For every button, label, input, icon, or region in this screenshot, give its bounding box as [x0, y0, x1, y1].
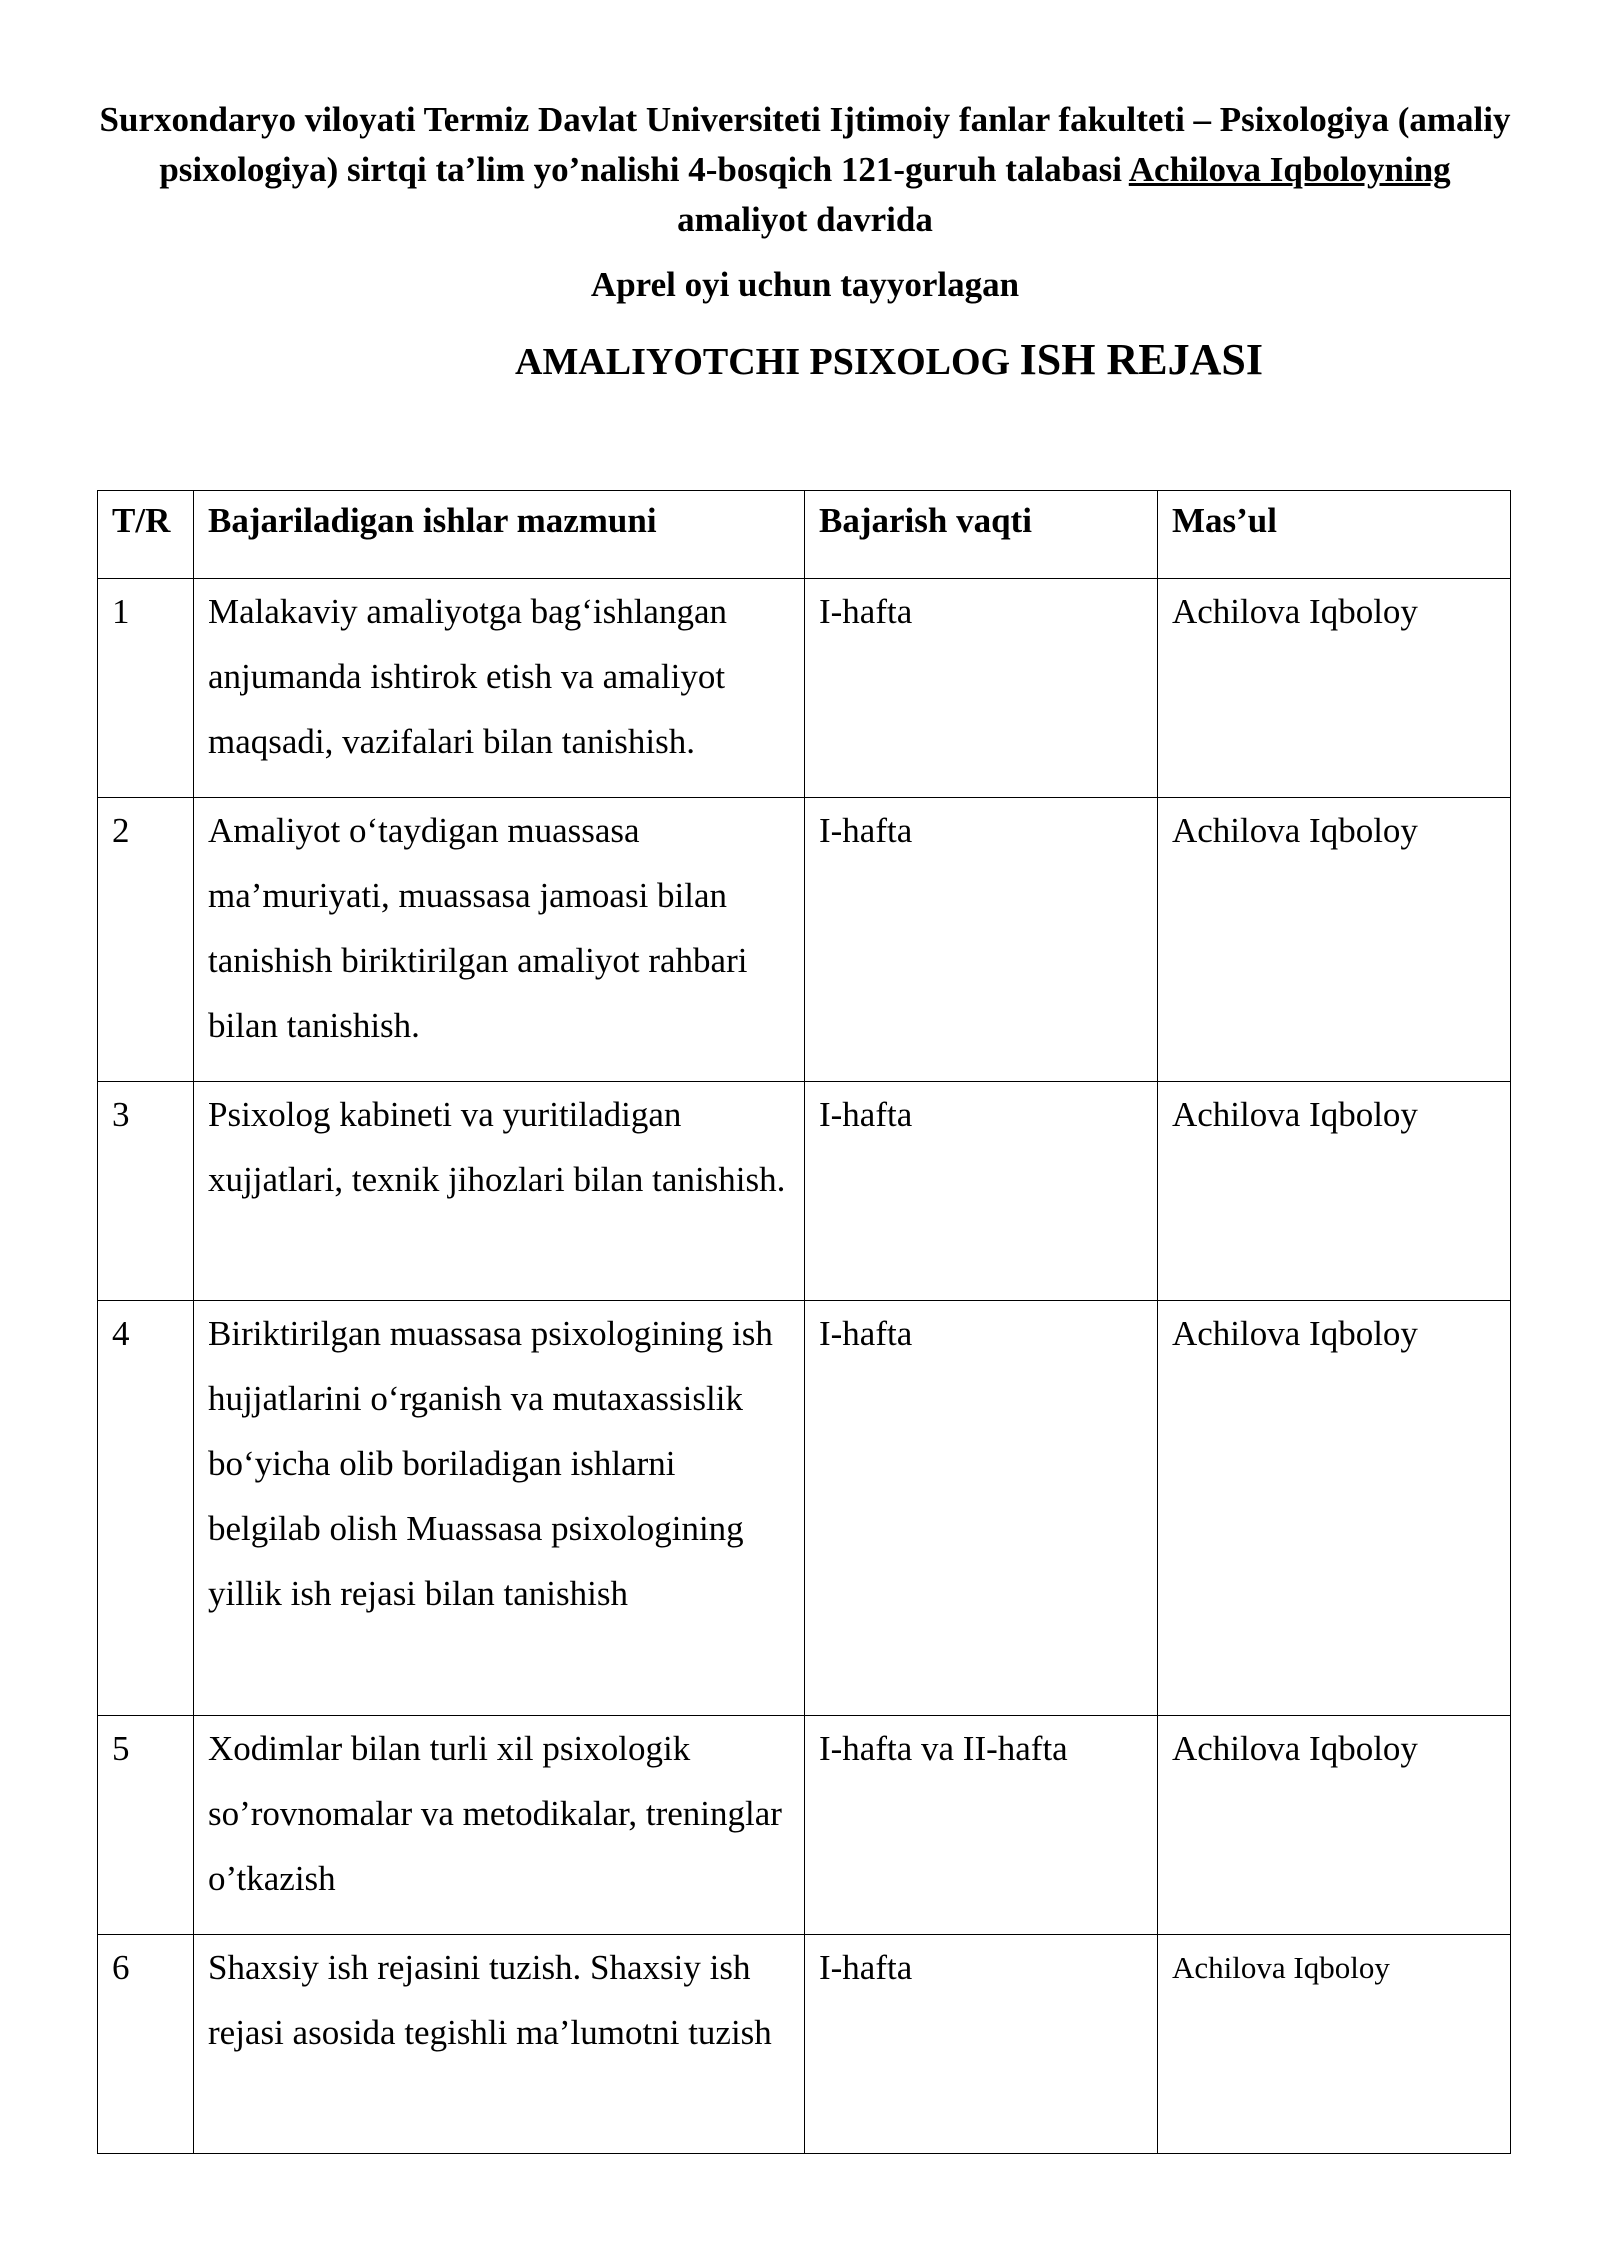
table-row [98, 1716, 1511, 1935]
row-responsible: Achilova Iqboloy [1158, 1301, 1511, 1716]
row-number: 6 [98, 1935, 194, 2154]
row-content: Shaxsiy ish rejasini tuzish. Shaxsiy ish rejasi asosida tegishli ma’lumotni tuzish [194, 1935, 805, 2154]
row-responsible: Achilova Iqboloy [1158, 798, 1511, 1082]
row-responsible: Achilova Iqboloy [1158, 1716, 1511, 1935]
row-responsible: Achilova Iqboloy [1158, 1082, 1511, 1301]
row-number: 2 [98, 798, 194, 1082]
row-number: 4 [98, 1301, 194, 1716]
row-number: 5 [98, 1716, 194, 1935]
table-row [98, 579, 1511, 798]
row-responsible: Achilova Iqboloy [1158, 1935, 1511, 2154]
work-plan-table [97, 490, 1511, 2154]
table-row [98, 1082, 1511, 1301]
row-responsible: Achilova Iqboloy [1158, 579, 1511, 798]
row-content: Malakaviy amaliyotga bag‘ishlangan anjumanda ishtirok etish va amaliyot maqsadi, vazifalari bilan tanishish. [194, 579, 805, 798]
row-content: Psixolog kabineti va yuritiladigan xujjatlari, texnik jihozlari bilan tanishish. [194, 1082, 805, 1301]
header-time: Bajarish vaqti [805, 491, 1158, 579]
row-time: I-hafta [805, 1301, 1158, 1716]
row-number: 1 [98, 579, 194, 798]
row-time: I-hafta [805, 579, 1158, 798]
row-number: 3 [98, 1082, 194, 1301]
title-part1: AMALIYOTCHI PSIXOLOG [515, 341, 1020, 383]
document-title [515, 330, 1515, 392]
header-text-part2: amaliyot davrida [677, 200, 933, 239]
header-number: T/R [98, 491, 194, 579]
row-content: Xodimlar bilan turli xil psixologik so’rovnomalar va metodikalar, treninglar o’tkazish [194, 1716, 805, 1935]
row-time: I-hafta [805, 1082, 1158, 1301]
title-part2: ISH REJASI [1019, 335, 1263, 384]
header-responsible: Mas’ul [1158, 491, 1511, 579]
table-header-row [98, 491, 1511, 579]
student-name: Achilova Iqboloyning [1128, 150, 1451, 189]
header-content: Bajariladigan ishlar mazmuni [194, 491, 805, 579]
row-content: Amaliyot o‘taydigan muassasa ma’muriyati, muassasa jamoasi bilan tanishish biriktirilgan amaliyot rahbari bilan tanishish. [194, 798, 805, 1082]
row-time: I-hafta [805, 1935, 1158, 2154]
header-text-part1: Surxondaryo viloyati Termiz Davlat Universiteti Ijtimoiy fanlar fakulteti – Psixologiya (amaliy psixologiya) sirtqi ta’lim yo’nalishi 4-bosqich 121-guruh talabasi [99, 100, 1511, 189]
table-row [98, 1301, 1511, 1716]
row-time: I-hafta [805, 798, 1158, 1082]
document-header [95, 95, 1515, 245]
row-time: I-hafta va II-hafta [805, 1716, 1158, 1935]
table-row [98, 798, 1511, 1082]
document-subtitle: Aprel oyi uchun tayyorlagan [590, 265, 1020, 304]
row-content: Biriktirilgan muassasa psixologining ish hujjatlarini o‘rganish va mutaxassislik bo‘yicha olib boriladigan ishlarni belgilab olish Muassasa psixologining yillik ish rejasi bilan tanishish [194, 1301, 805, 1716]
table-row [98, 1935, 1511, 2154]
